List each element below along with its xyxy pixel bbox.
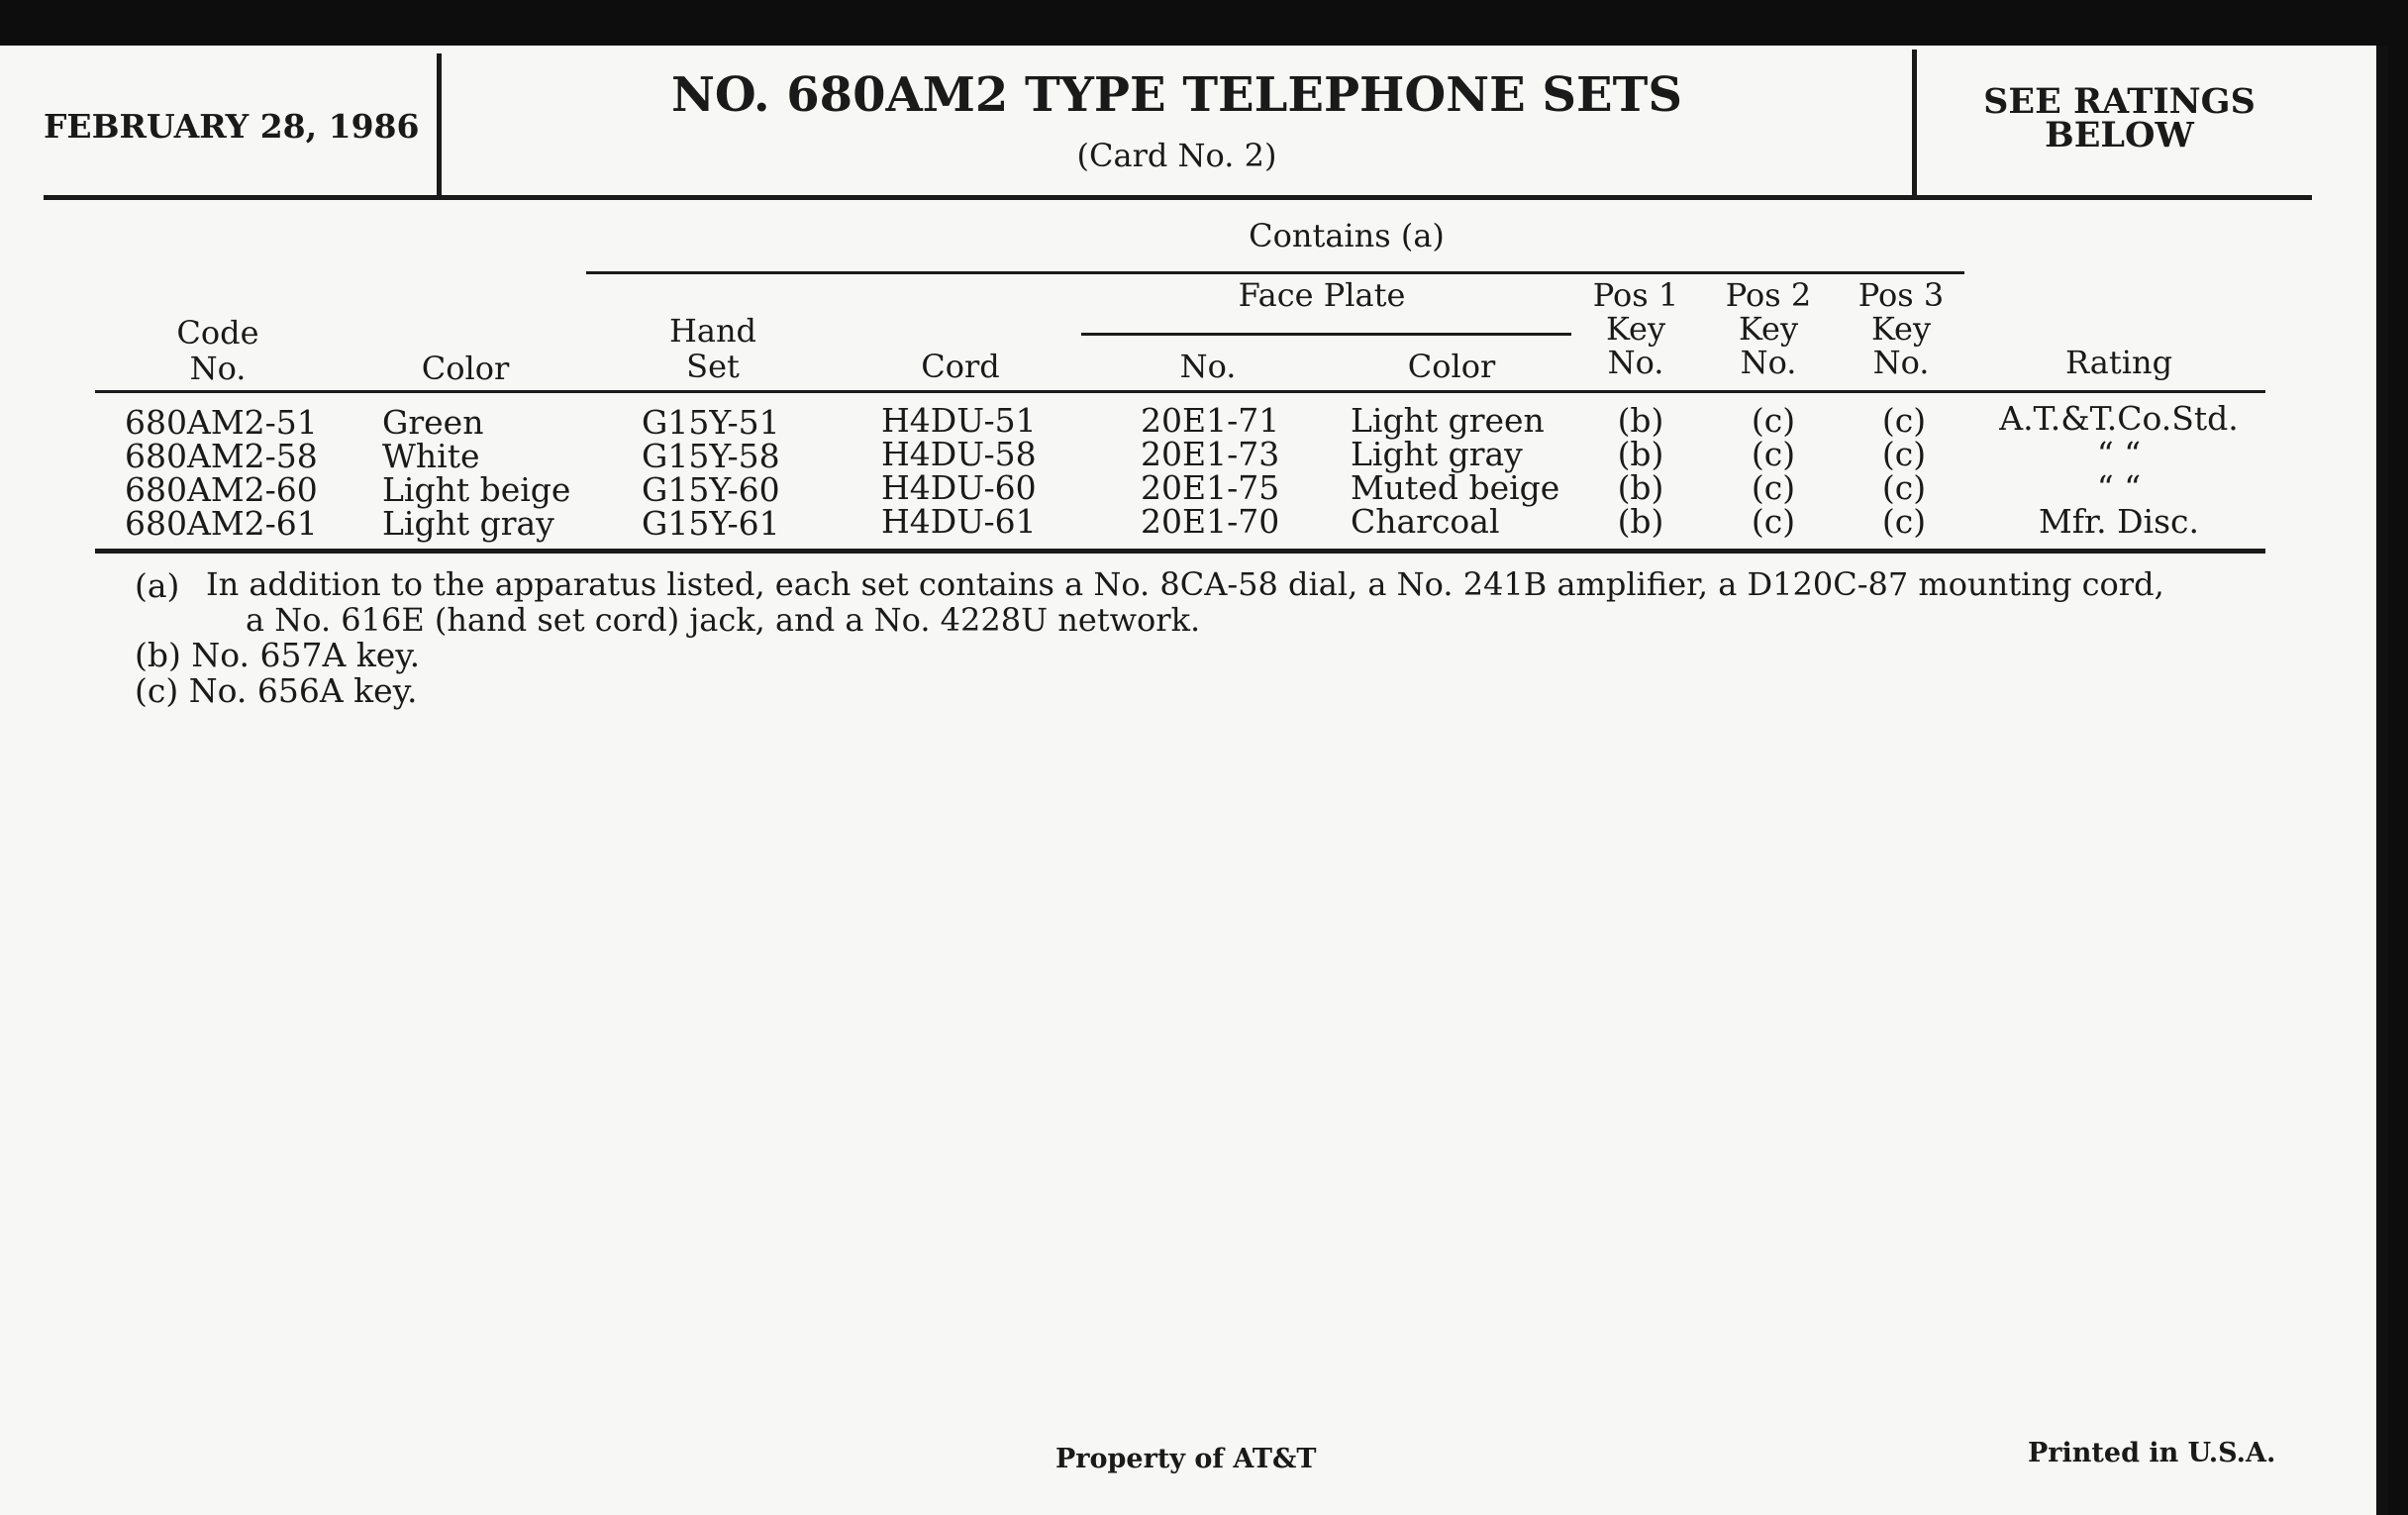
cell-fp-no: 20E1-71 <box>1141 401 1280 440</box>
col-pos3-header-3: No. <box>1872 344 1930 381</box>
cell-color: Light beige <box>382 470 571 509</box>
scan-border-right <box>2388 0 2408 1515</box>
contains-header: Contains (a) <box>1249 217 1445 254</box>
col-pos1-header-1: Pos 1 <box>1592 276 1679 314</box>
col-pos2-header-2: Key <box>1738 310 1799 348</box>
cell-pos1: (b) <box>1617 401 1664 440</box>
col-fp-no-header: No. <box>1179 348 1237 385</box>
cell-fp-color: Muted beige <box>1351 468 1560 507</box>
cell-fp-color: Light green <box>1351 401 1545 440</box>
header-divider-right <box>1912 50 1917 198</box>
cell-rating: “ “ <box>2096 468 2142 507</box>
cell-fp-no: 20E1-73 <box>1141 435 1280 473</box>
cell-rating: Mfr. Disc. <box>2038 502 2200 541</box>
header-rule <box>44 195 2312 200</box>
cell-pos3: (c) <box>1881 401 1927 440</box>
cell-cord: H4DU-58 <box>881 435 1037 473</box>
cell-pos3: (c) <box>1881 468 1927 507</box>
footnote-a-label: (a) <box>135 566 180 605</box>
col-fp-color-header: Color <box>1407 348 1496 385</box>
col-pos1-header-2: Key <box>1605 310 1666 348</box>
cell-code: 680AM2-60 <box>125 470 318 509</box>
printed-notice: Printed in U.S.A. <box>2028 1438 2276 1468</box>
cell-pos2: (c) <box>1751 502 1796 541</box>
cell-code: 680AM2-51 <box>125 403 318 442</box>
cell-pos2: (c) <box>1751 401 1796 440</box>
cell-handset: G15Y-60 <box>642 470 780 509</box>
footnote-a-line2: a No. 616E (hand set cord) jack, and a No. 4228U network. <box>246 601 1201 639</box>
footnote-c: (c) No. 656A key. <box>135 671 418 710</box>
cell-pos3: (c) <box>1881 435 1927 473</box>
cell-handset: G15Y-58 <box>642 437 780 475</box>
cell-rating: “ “ <box>2096 435 2142 473</box>
cell-rating: A.T.&T.Co.Std. <box>1999 399 2239 438</box>
card-date: FEBRUARY 28, 1986 <box>44 107 420 146</box>
footnote-b: (b) No. 657A key. <box>135 636 421 674</box>
col-cord-header: Cord <box>921 348 1000 385</box>
cell-cord: H4DU-51 <box>881 401 1037 440</box>
ratings-note-line1: SEE RATINGS <box>1983 81 2256 122</box>
cell-fp-no: 20E1-75 <box>1141 468 1280 507</box>
property-notice: Property of AT&T <box>1055 1444 1317 1474</box>
cell-color: Light gray <box>382 504 554 543</box>
col-color-header: Color <box>421 350 510 387</box>
ratings-note-line2: BELOW <box>2045 115 2194 155</box>
cell-pos2: (c) <box>1751 468 1796 507</box>
cell-cord: H4DU-60 <box>881 468 1037 507</box>
contains-rule <box>586 271 1964 274</box>
cell-cord: H4DU-61 <box>881 502 1037 541</box>
cell-pos1: (b) <box>1617 435 1664 473</box>
cell-pos1: (b) <box>1617 502 1664 541</box>
card-subtitle: (Card No. 2) <box>1076 137 1277 174</box>
col-handset-header-2: Set <box>686 348 740 385</box>
cell-code: 680AM2-58 <box>125 437 318 475</box>
col-pos1-header-3: No. <box>1607 344 1664 381</box>
cell-fp-color: Charcoal <box>1351 502 1500 541</box>
cell-color: Green <box>382 403 484 442</box>
cell-fp-color: Light gray <box>1351 435 1523 473</box>
header-bottom-rule <box>95 390 2265 393</box>
col-pos3-header-2: Key <box>1870 310 1932 348</box>
scan-border-top <box>0 0 2408 46</box>
col-pos3-header-1: Pos 3 <box>1857 276 1945 314</box>
cell-pos2: (c) <box>1751 435 1796 473</box>
col-handset-header-1: Hand <box>668 312 757 350</box>
col-pos2-header-1: Pos 2 <box>1725 276 1812 314</box>
cell-pos3: (c) <box>1881 502 1927 541</box>
card-title: NO. 680AM2 TYPE TELEPHONE SETS <box>670 67 1683 123</box>
col-pos2-header-3: No. <box>1740 344 1797 381</box>
cell-handset: G15Y-61 <box>642 504 780 543</box>
table-bottom-rule <box>95 549 2265 554</box>
cell-handset: G15Y-51 <box>642 403 780 442</box>
cell-fp-no: 20E1-70 <box>1141 502 1280 541</box>
catalog-card <box>0 46 2376 1515</box>
face-plate-header: Face Plate <box>1238 276 1406 314</box>
face-plate-rule <box>1081 333 1571 336</box>
cell-code: 680AM2-61 <box>125 504 318 543</box>
cell-pos1: (b) <box>1617 468 1664 507</box>
cell-color: White <box>382 437 480 475</box>
col-code-header-2: No. <box>189 350 247 387</box>
col-rating-header: Rating <box>2064 344 2173 381</box>
footnote-a-line1: In addition to the apparatus listed, each set contains a No. 8CA-58 dial, a No. 241B amplifier, a D120C-87 mounting cord, <box>206 565 2164 603</box>
col-code-header-1: Code <box>176 314 259 352</box>
